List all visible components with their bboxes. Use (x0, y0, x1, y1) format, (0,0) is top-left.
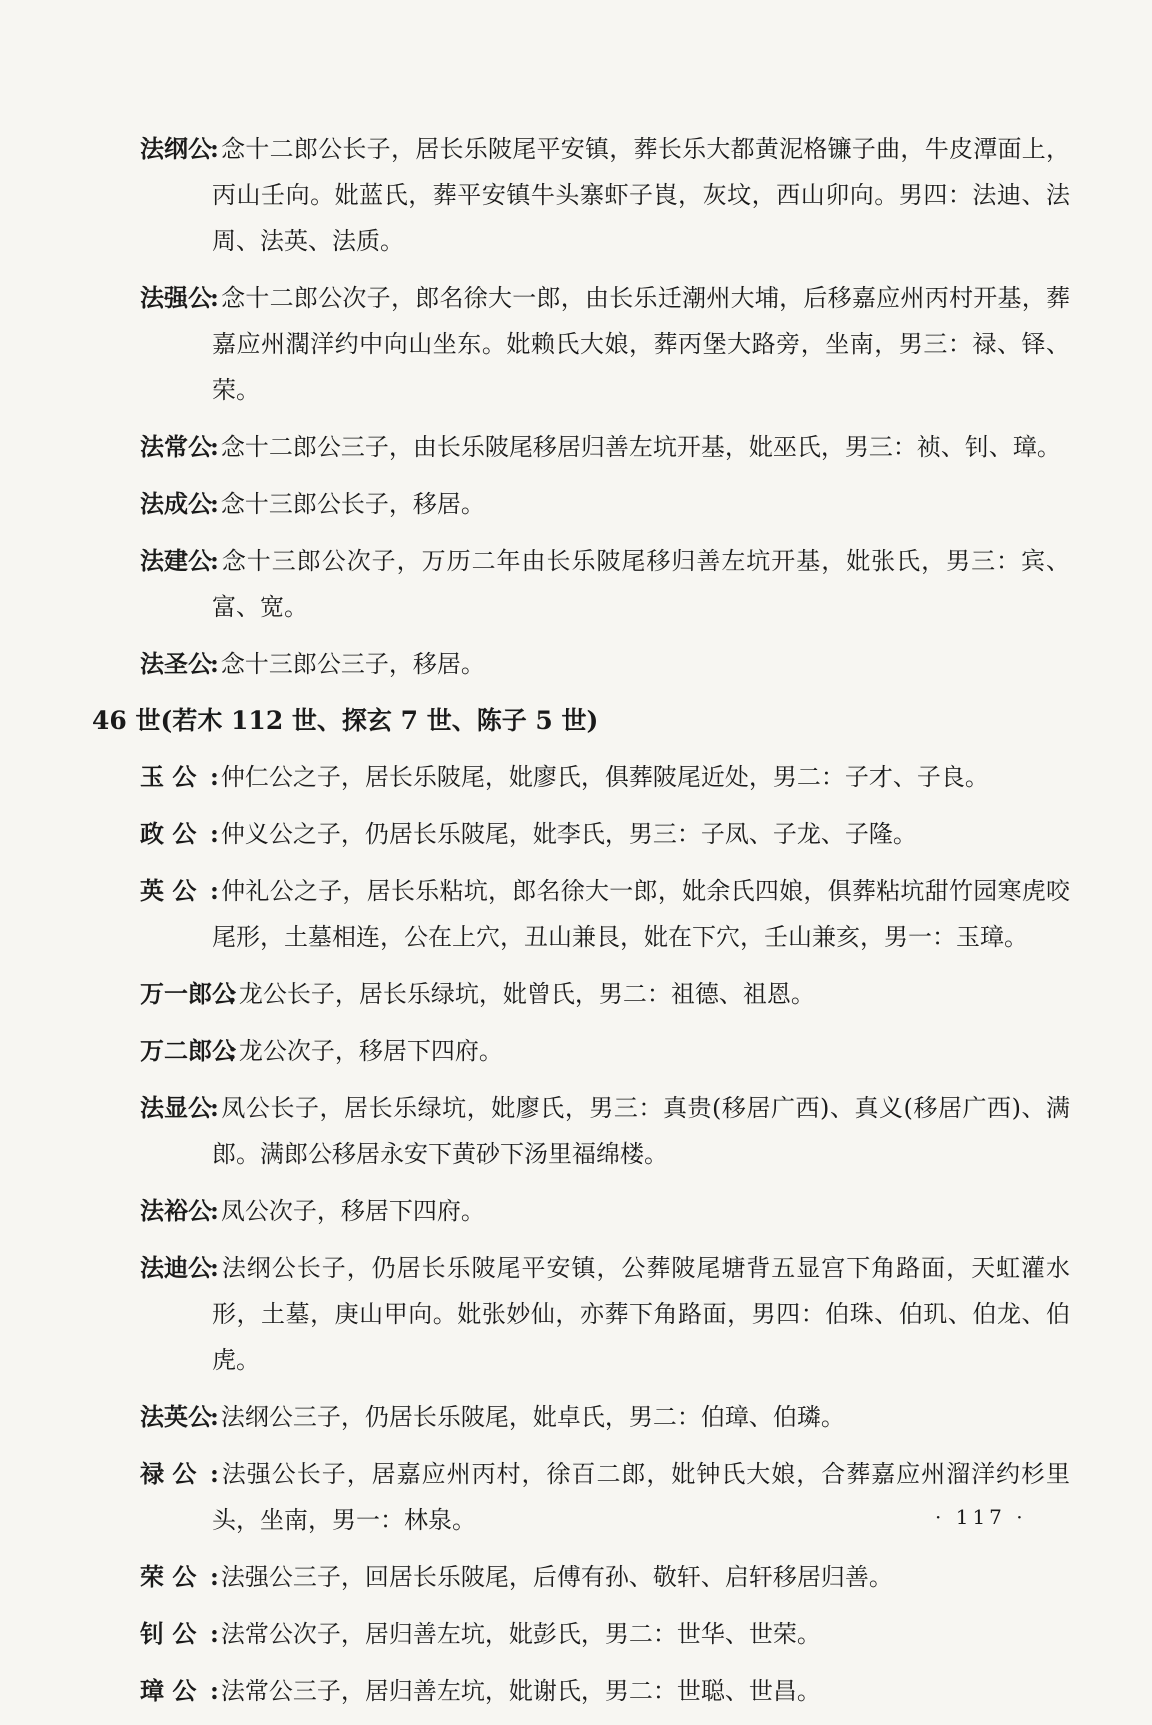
entry-text: : 法强公三子，回居长乐陂尾，后傅有孙、敬轩、启轩移居归善。 (212, 1554, 1070, 1600)
entry-name: 璋 公 (140, 1676, 197, 1705)
entry-text: : 念十二郎公长子，居长乐陂尾平安镇，葬长乐大都黄泥格镰子曲，牛皮潭面上，丙山壬向。妣蓝氏，葬平安镇牛头寨虾子崀，灰坟，西山卯向。男四：法迪、法周、法英、法质。 (212, 126, 1070, 264)
entry-text: : 凤公长子，居长乐绿坑，妣廖氏，男三：真贵(移居广西)、真义(移居广西)、满郎。满郎公移居永安下黄砂下汤里福绵楼。 (212, 1085, 1070, 1177)
entry-11 (140, 1085, 1070, 1177)
entry-name: 禄 公 (140, 1459, 197, 1488)
entry-name: 法圣公 (140, 649, 212, 678)
entry-text: : 仲义公之子，仍居长乐陂尾，妣李氏，男三：子凤、子龙、子隆。 (212, 811, 1070, 857)
entry-text: : 念十三郎公次子，万历二年由长乐陂尾移归善左坑开基，妣张氏，男三：宾、富、宽。 (212, 538, 1070, 630)
entry-name: 法建公 (140, 546, 212, 575)
entry-name: 法迪公 (140, 1253, 212, 1282)
entry-17 (140, 1611, 1070, 1657)
entry-name: 万一郎公 (140, 979, 236, 1008)
entry-name: 政 公 (140, 819, 197, 848)
entry-4 (140, 538, 1070, 630)
entry-text: : 念十二郎公次子，郎名徐大一郎，由长乐迁潮州大埔，后移嘉应州丙村开基，葬嘉应州濶洋约中向山坐东。妣赖氏大娘，葬丙堡大路旁，坐南，男三：禄、铎、荣。 (212, 275, 1070, 413)
entry-text: : 念十二郎公三子，由长乐陂尾移居归善左坑开基，妣巫氏，男三：祯、钊、璋。 (212, 424, 1070, 470)
entry-text: : 念十三郎公三子，移居。 (212, 641, 1070, 687)
entry-text: : 法常公次子，居归善左坑，妣彭氏，男二：世华、世荣。 (212, 1611, 1070, 1657)
entry-name: 英 公 (140, 876, 197, 905)
entry-8 (140, 868, 1070, 960)
entry-name: 荣 公 (140, 1562, 197, 1591)
entry-3 (140, 481, 1070, 527)
entry-text: : 龙公次子，移居下四府。 (230, 1028, 1070, 1074)
entry-name: 法强公 (140, 283, 212, 312)
entry-9 (140, 971, 1070, 1017)
entry-15 (140, 1451, 1070, 1543)
entry-16 (140, 1554, 1070, 1600)
entry-5 (140, 641, 1070, 687)
entry-13 (140, 1245, 1070, 1383)
entry-name: 法纲公 (140, 134, 212, 163)
entry-text: : 仲仁公之子，居长乐陂尾，妣廖氏，俱葬陂尾近处，男二：子才、子良。 (212, 754, 1070, 800)
entry-text: : 凤公次子，移居下四府。 (212, 1188, 1070, 1234)
entry-name: 万二郎公 (140, 1036, 236, 1065)
entry-text: : 法常公三子，居归善左坑，妣谢氏，男二：世聪、世昌。 (212, 1668, 1070, 1714)
generation-heading: 46 世(若木 112 世、探玄 7 世、陈子 5 世) (92, 706, 599, 735)
entry-6 (140, 754, 1070, 800)
entry-text: : 仲礼公之子，居长乐粘坑，郎名徐大一郎，妣余氏四娘，俱葬粘坑甜竹园寒虎咬尾形，土墓相连，公在上穴，丑山兼艮，妣在下穴，壬山兼亥，男一：玉璋。 (212, 868, 1070, 960)
entry-name: 法常公 (140, 432, 212, 461)
entry-10 (140, 1028, 1070, 1074)
entry-name: 法英公 (140, 1402, 212, 1431)
entry-text: : 法纲公三子，仍居长乐陂尾，妣卓氏，男二：伯璋、伯璘。 (212, 1394, 1070, 1440)
entry-text: : 龙公长子，居长乐绿坑，妣曾氏，男二：祖德、祖恩。 (230, 971, 1070, 1017)
entry-0 (140, 126, 1070, 264)
entry-1 (140, 275, 1070, 413)
entry-7 (140, 811, 1070, 857)
entry-18 (140, 1668, 1070, 1714)
genealogy-entries (92, 126, 1070, 1725)
entry-name: 法裕公 (140, 1196, 212, 1225)
entry-name: 玉 公 (140, 762, 197, 791)
entry-14 (140, 1394, 1070, 1440)
entry-name: 法显公 (140, 1093, 212, 1122)
entry-name: 法成公 (140, 489, 212, 518)
entry-12 (140, 1188, 1070, 1234)
entry-text: : 念十三郎公长子，移居。 (212, 481, 1070, 527)
entry-text: : 法强公长子，居嘉应州丙村，徐百二郎，妣钟氏大娘，合葬嘉应州溜洋约杉里头，坐南，男一：林泉。 (212, 1451, 1070, 1543)
page-number: · 117 · (935, 1505, 1027, 1529)
entry-text: : 法纲公长子，仍居长乐陂尾平安镇，公葬陂尾塘背五显宫下角路面，天虹灌水形，土墓，庚山甲向。妣张妙仙，亦葬下角路面，男四：伯珠、伯玑、伯龙、伯虎。 (212, 1245, 1070, 1383)
entry-2 (140, 424, 1070, 470)
entry-name: 钊 公 (140, 1619, 197, 1648)
